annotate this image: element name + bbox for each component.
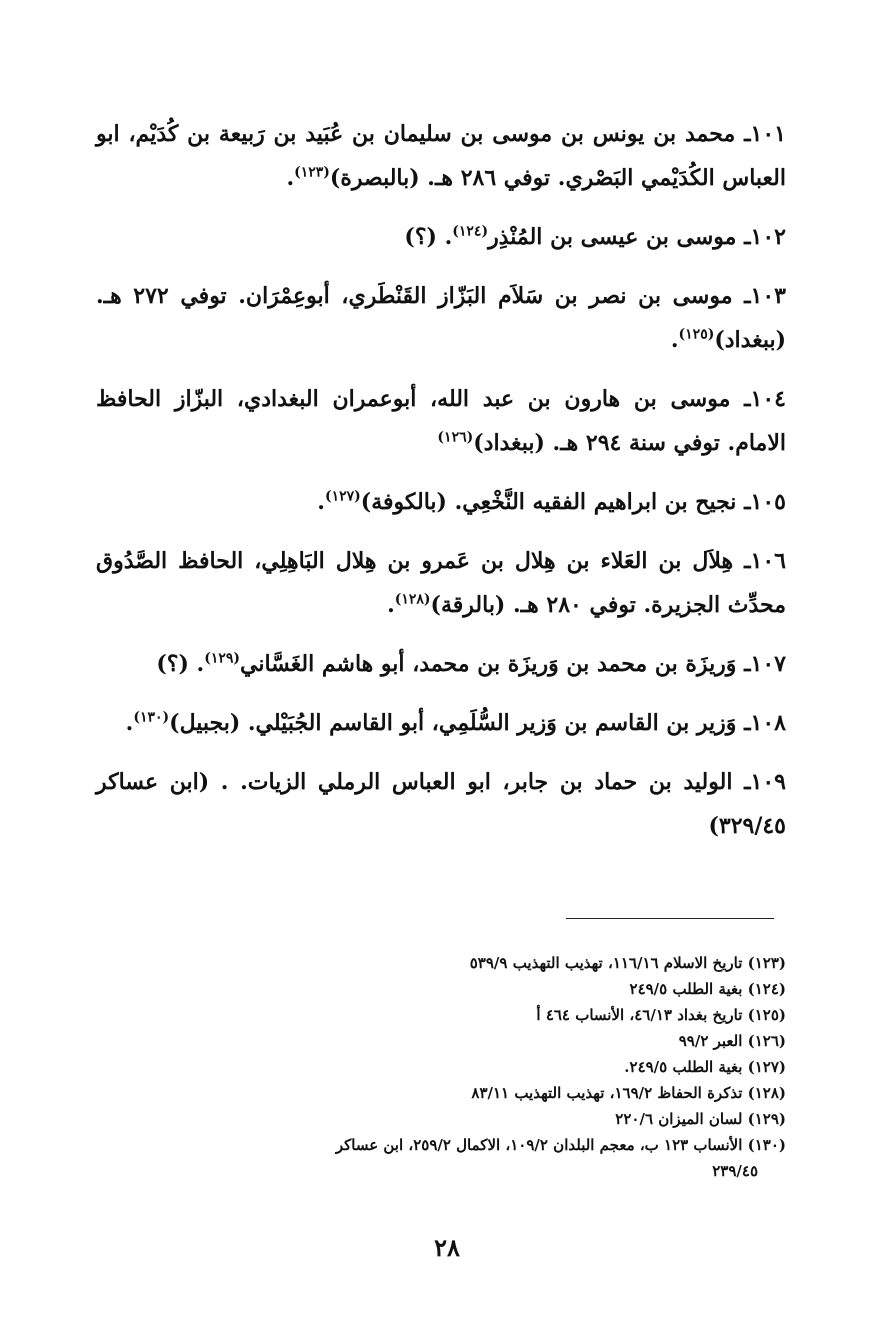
entry-number: ١٠٢ (750, 224, 786, 250)
footnote-ref: (١٣٠) (133, 709, 170, 726)
page-number: ٢٨ (434, 1233, 460, 1262)
entry-text: موسى بن هارون بن عبد الله، أبوعمران البغدادي، البزّاز الحافظ الامام. توفي سنة ٢٩٤ هـ. (ببغداد) (96, 386, 786, 456)
entry-text: وَزير بن القاسم بن وَزير السُّلَمِي، أبو القاسم الجُبَيْلي. (بجبيل) (169, 710, 737, 736)
footnote-ref: (١٢٣) (294, 164, 330, 181)
entry-106: ١٠٦ـ هِلاَل بن العَلاء بن هِلال بن عَمرو بن هِلال البَاهِلِي، الحافظ الصَّدُوق محدِّث الجزيرة. توفي ٢٨٠ هـ. (بالرقة)$^{(١٢٨)}$. (96, 548, 786, 618)
footnote-129: (١٢٩) لسان الميزان ٢٢٠/٦ (615, 1110, 786, 1128)
entry-number: ١٠٧ (750, 651, 786, 677)
footnote-ref: (١٢٨) (394, 591, 431, 608)
entry-text: الوليد بن حماد بن جابر، ابو العباس الرملي الزيات. . (ابن عساكر ٣٢٩/٤٥) (96, 769, 786, 839)
entry-109: ١٠٩ـ الوليد بن حماد بن جابر، ابو العباس الرملي الزيات. . (ابن عساكر ٣٢٩/٤٥) (96, 769, 786, 839)
entry-text: محمد بن يونس بن موسى بن سليمان بن عُبَيد بن رَبيعة بن كُدَيْم، ابو العباس الكُدَيْمي البَصْري. توفي ٢٨٦ هـ. (بالبصرة) (96, 121, 786, 191)
entry-tail: . (؟) (156, 651, 205, 677)
footnote-130: (١٣٠) الأنساب ١٢٣ ب، معجم البلدان ١٠٩/٢، الاكمال ٢٥٩/٢، ابن عساكر (335, 1136, 786, 1154)
entry-107: ١٠٧ـ وَريزَة بن محمد بن وَريزَة بن محمد، أبو هاشم الغَسَّاني$^{(١٢٩)}$. (؟) (156, 650, 786, 677)
footnote-125: (١٢٥) تاريخ بغداد ٤٦/١٣، الأنساب ٤٦٤ أ (536, 1006, 786, 1024)
entry-tail: . (317, 489, 325, 515)
footnote-123: (١٢٣) تاريخ الاسلام ١١٦/١٦، تهذيب التهذيب ٥٣٩/٩ (469, 954, 786, 972)
entry-108: ١٠٨ـ وَزير بن القاسم بن وَزير السُّلَمِي، أبو القاسم الجُبَيْلي. (بجبيل)$^{(١٣٠)}$. (125, 709, 786, 736)
footnote-128: (١٢٨) تذكرة الحفاظ ١٦٩/٢، تهذيب التهذيب ٨٣/١١ (471, 1084, 786, 1102)
footnote-ref: (١٢٦) (437, 429, 474, 446)
entry-number: ١٠٦ (750, 548, 786, 574)
footnote-ref: (١٢٤) (452, 223, 489, 240)
entry-text: موسى بن نصر بن سَلاَم البَزّاز القَنْطَري، أبوعِمْرَان. توفي ٢٧٢ هـ. (ببغداد) (96, 283, 786, 353)
entry-tail: . (387, 592, 395, 618)
entry-number: ١٠٩ (750, 769, 786, 795)
entry-number: ١٠١ (750, 121, 786, 147)
entry-number: ١٠٥ (750, 489, 786, 515)
footnotes (220, 950, 786, 1184)
entry-102: ١٠٢ـ موسى بن عيسى بن المُنْذِر$^{(١٢٤)}$. (؟) (404, 223, 786, 250)
entry-tail: . (؟) (404, 224, 453, 250)
entry-101: ١٠١ـ محمد بن يونس بن موسى بن سليمان بن عُبَيد بن رَبيعة بن كُدَيْم، ابو العباس الكُدَيْمي البَصْري. توفي ٢٨٦ هـ. (بالبصرة)$^{(١٢٣)}$. (96, 121, 786, 191)
entry-105: ١٠٥ـ نجيح بن ابراهيم الفقيه النَّخْعِي. (بالكوفة)$^{(١٢٧)}$. (317, 488, 786, 515)
footnote-127: (١٢٧) بغية الطلب ٢٤٩/٥. (624, 1058, 786, 1076)
entry-text: نجيح بن ابراهيم الفقيه النَّخْعِي. (بالكوفة) (360, 489, 737, 515)
footnote-126: (١٢٦) العبر ٩٩/٢ (678, 1032, 786, 1050)
entry-number: ١٠٣ (750, 283, 786, 309)
entry-tail: . (125, 710, 134, 736)
footnote-130-continued: ٢٣٩/٤٥ (712, 1162, 758, 1180)
footnote-124: (١٢٤) بغية الطلب ٢٤٩/٥ (629, 980, 786, 998)
biographical-entries (96, 112, 786, 863)
entry-104: ١٠٤ـ موسى بن هارون بن عبد الله، أبوعمران البغدادي، البزّاز الحافظ الامام. توفي سنة ٢٩٤ هـ. (ببغداد)$^{(١٢٦)}$ (96, 386, 786, 456)
entry-text: هِلاَل بن العَلاء بن هِلال بن عَمرو بن هِلال البَاهِلِي، الحافظ الصَّدُوق محدِّث الجزيرة. توفي ٢٨٠ هـ. (بالرقة) (96, 548, 786, 618)
entry-number: ١٠٤ (750, 386, 786, 412)
entry-tail: . (286, 165, 295, 191)
footnote-ref: (١٢٩) (204, 650, 241, 667)
footnote-ref: (١٢٧) (324, 488, 361, 505)
entry-text: موسى بن عيسى بن المُنْذِر (488, 224, 737, 250)
entry-number: ١٠٨ (750, 710, 786, 736)
entry-tail: . (670, 327, 679, 353)
footnote-ref: (١٢٥) (678, 326, 715, 343)
footnote-divider (566, 918, 774, 919)
entry-103: ١٠٣ـ موسى بن نصر بن سَلاَم البَزّاز القَنْطَري، أبوعِمْرَان. توفي ٢٧٢ هـ. (ببغداد)$^{(١٢٥)}$. (96, 283, 786, 353)
entry-text: وَريزَة بن محمد بن وَريزَة بن محمد، أبو هاشم الغَسَّاني (240, 651, 737, 677)
